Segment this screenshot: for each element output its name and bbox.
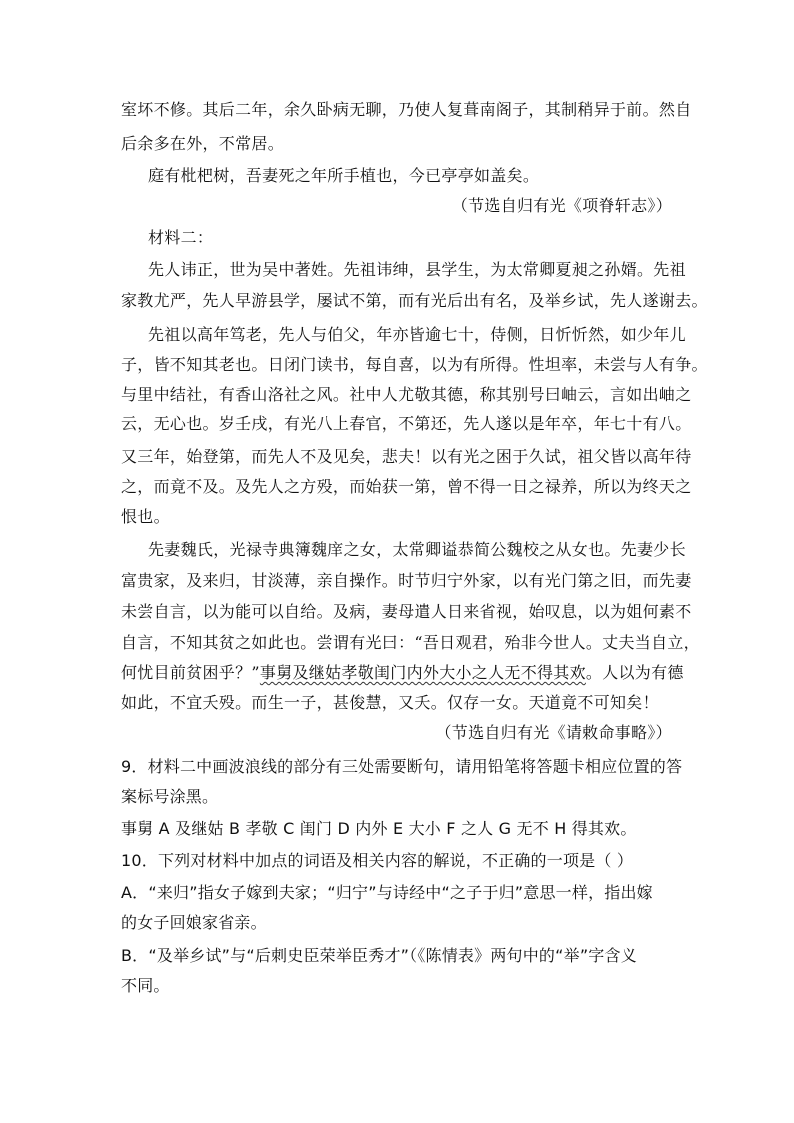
question-9: 案标号涂黑。 (121, 787, 219, 806)
option-b: 不同。 (121, 976, 170, 995)
passage2-line: 未尝自言，以为能可以自给。及病，妻母遣人日来省视，始叹息，以为姐何素不 (121, 602, 692, 621)
line-text: 。人以为有德 (585, 663, 684, 682)
passage1-line: 后余多在外，不常居。 (121, 134, 285, 153)
option-b: B．“及举乡试”与“后刺史臣荣举臣秀才”（《陈情表》两句中的“举”字含义 (121, 946, 637, 965)
question-9: 9．材料二中画波浪线的部分有三处需要断句，请用铅笔将答题卡相应位置的答 (121, 757, 683, 776)
wavy-underlined-text: 事舅及继姑孝敬闺门内外大小之人无不得其欢 (259, 663, 586, 682)
passage2-line: 先妻魏氏，光禄寺典簿魏庠之女，太常卿谥恭简公魏校之从女也。先妻少长 (148, 540, 686, 559)
passage2-line: 与里中结社，有香山洛社之风。社中人尤敬其德，称其别号曰岫云，言如出岫之 (121, 385, 692, 404)
passage2-line: 自言，不知其贫之如此也。尝谓有光曰：“吾日观君，殆非今世人。丈夫当自立， (121, 633, 700, 652)
passage2-line: 家教尤严，先人早游县学，屡试不第，而有光后出有名，及举乡试，先人遂谢去。 (121, 291, 708, 310)
passage2-line: 之，而竟不及。及先人之方殁，而始获一第，曾不得一日之禄养，所以为终天之 (121, 477, 692, 496)
passage2-line: 云，无心也。岁壬戌，有光八上春官，不第还，先人遂以是年卒，年七十有八。 (121, 414, 692, 433)
source-citation: （节选自归有光《请敕命事略》） (435, 723, 672, 742)
line-text: 何忧目前贫困乎？” (121, 663, 260, 682)
option-a: A．“来归”指女子嫁到夫家；“归宁”与诗经中“之子于归”意思一样，指出嫁 (121, 883, 653, 902)
question-9-options: 事舅 A 及继姑 B 孝敬 C 闺门 D 内外 E 大小 F 之人 G 无不 H 得其欢。 (121, 819, 637, 838)
source-citation: （节选自归有光《项脊轩志》） (451, 196, 672, 215)
passage1-line: 室坏不修。其后二年，余久卧病无聊，乃使人复葺南阁子，其制稍异于前。然自 (121, 100, 692, 119)
passage2-line: 子，皆不知其老也。日闭门读书，每自喜，以为有所得。性坦率，未尝与人有争。 (121, 355, 708, 374)
passage2-line: 富贵家，及来归，甘淡薄，亲自操作。时节归宁外家，以有光门第之旧，而先妻 (121, 571, 692, 590)
passage2-line: 先祖以高年笃老，先人与伯父，年亦皆逾七十，侍侧，日忻忻然，如少年儿 (148, 325, 686, 344)
material2-heading: 材料二： (148, 228, 214, 247)
passage2-line: 又三年，始登第，而先人不及见矣，悲夫！以有光之困于久试，祖父皆以高年待 (121, 447, 692, 466)
passage2-line: 如此，不宜夭殁。而生一子，甚俊慧，又夭。仅存一女。天道竟不可知矣！ (121, 693, 659, 712)
passage2-line: 先人讳正，世为吴中著姓。先祖讳绅，县学生，为太常卿夏昶之孙婿。先祖 (148, 260, 686, 279)
question-10: 10．下列对材料中加点的词语及相关内容的解说，不正确的一项是（ ） (121, 851, 634, 870)
passage2-line (121, 663, 684, 683)
option-a: 的女子回娘家省亲。 (121, 913, 267, 932)
passage2-line: 恨也。 (121, 507, 170, 526)
passage1-line: 庭有枇杷树，吾妻死之年所手植也，今已亭亭如盖矣。 (148, 166, 540, 185)
